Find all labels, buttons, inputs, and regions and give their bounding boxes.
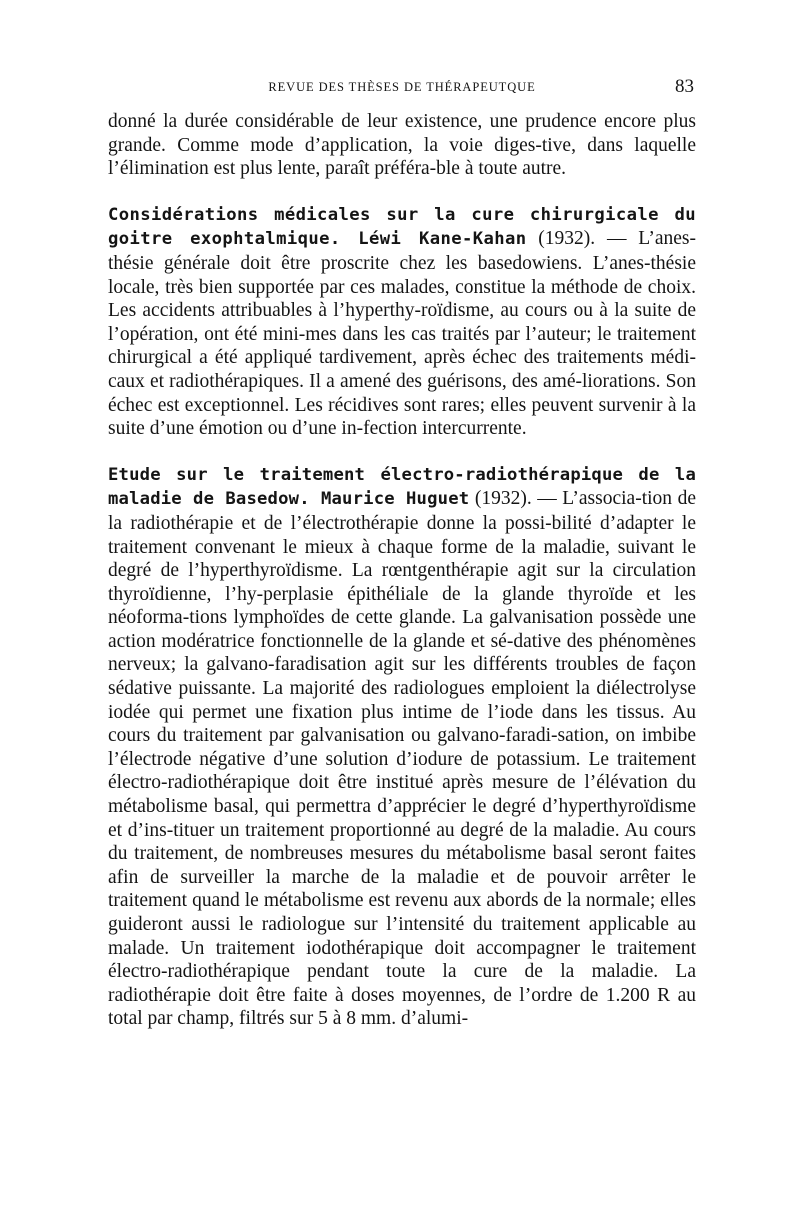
document-page (108, 76, 696, 1031)
page-number: 83 (675, 76, 694, 97)
entry-heading: Etude sur le traitement électro-radiothérapique de la maladie de Basedow. Maurice Huguet (108, 464, 696, 510)
running-header (108, 76, 696, 104)
paragraph-body: donné la durée considérable de leur existence, une prudence encore plus grande. Comme mode d’application, la voie diges-tive, dans laquelle l’élimination est plus lente, paraît préféra-ble à toute autre. (108, 111, 696, 180)
paragraph-continuation (108, 110, 696, 181)
thesis-entry-huguet (108, 463, 696, 1031)
thesis-entry-kane-kahan (108, 203, 696, 441)
entry-body: (1932). — L’associa-tion de la radiothérapie et de l’électrothérapie donne la possi-bilité d’adapter le traitement convenant le mieux à chaque forme de la maladie, suivant le degré de l’hyperthyroïdisme. La rœntgenthérapie agit sur la circulation thyroïdienne, l’hy-perplasie épithéliale de la glande thyroïde et les néoforma-tions lymphoïdes de cette glande. La galvanisation possède une action modératrice fonctionnelle de la glande et sé-dative des phénomènes nerveux; la galvano-faradisation agit sur les différents troubles de façon sédative puissante. La majorité des radiologues emploient la diélectrolyse iodée qui permet une fixation plus intime de l’iode dans les tissus. Au cours du traitement par galvanisation ou galvano-faradi-sation, on imbibe l’électrode négative d’une solution d’iodure de potassium. Le traitement électro-radiothérapique doit être institué après mesure de l’élévation du métabolisme basal, qui permettra d’apprécier le degré d’hyperthyroïdisme et d’ins-tituer un traitement proportionné au degré de la maladie. Au cours du traitement, de nombreuses mesures du métabolisme basal seront faites afin de surveiller la marche de la maladie et de pouvoir arrêter le traitement quand le métabolisme est revenu aux abords de la normale; elles guideront aussi le radiologue sur l’intensité du traitement applicable au malade. Un traitement iodothérapique doit accompagner le traitement électro-radiothérapique pendant toute la cure de la maladie. La radiothérapie doit être faite à doses moyennes, de l’ordre de 1.200 R au total par champ, filtrés sur 5 à 8 mm. d’alumi- (108, 488, 696, 1030)
running-title: REVUE DES THÈSES DE THÉRAPEUTQUE (268, 80, 536, 94)
entry-heading: Considérations médicales sur la cure chirurgicale du goitre exophtalmique. Léwi Kane-Kahan (108, 204, 696, 250)
entry-body: (1932). — L’anes-thésie générale doit être proscrite chez les basedowiens. L’anes-thésie locale, très bien supportée par ces malades, constitue la méthode de choix. Les accidents attribuables à l’hyperthy-roïdisme, au cours ou à la suite de l’opération, ont été mini-mes dans les cas traités par l’auteur; le traitement chirurgical a été appliqué tardivement, après échec des traitements médi-caux et radiothérapiques. Il a amené des guérisons, des amé-liorations. Son échec est exceptionnel. Les récidives sont rares; elles peuvent survenir à la suite d’une émotion ou d’une in-fection intercurrente. (108, 228, 697, 440)
